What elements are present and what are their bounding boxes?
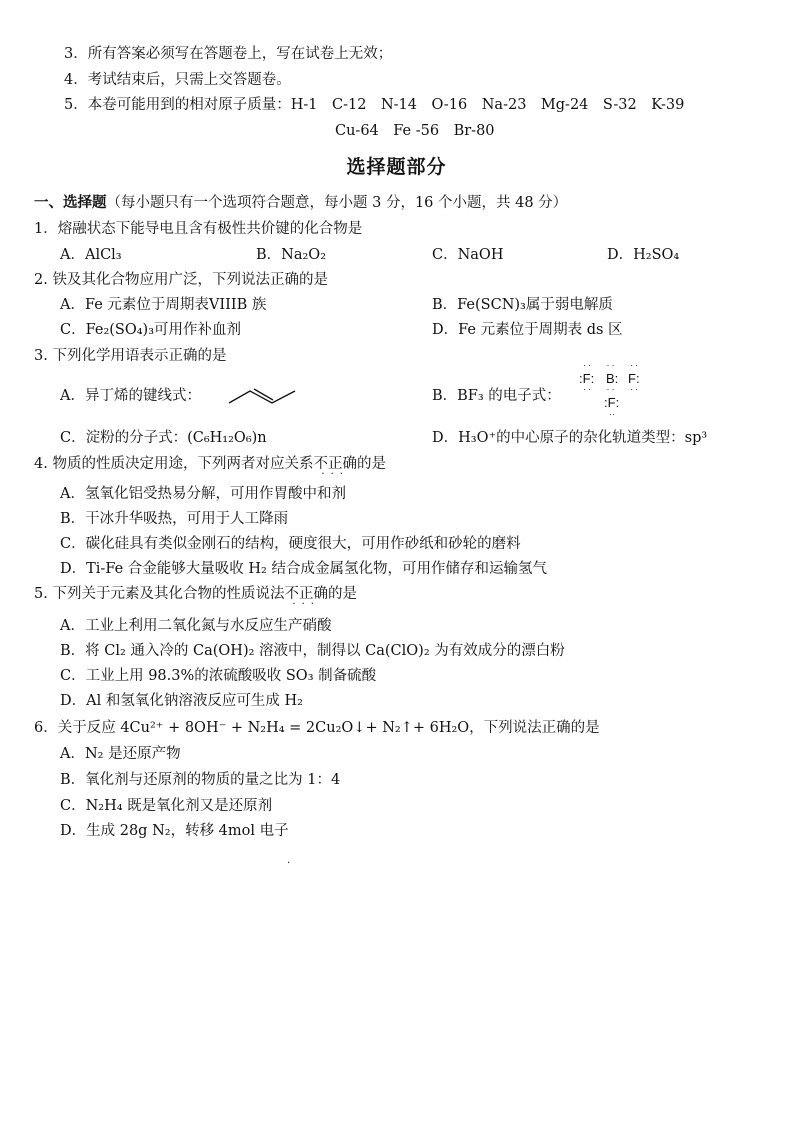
q6-option-a: A．N₂ 是还原产物 bbox=[60, 746, 181, 762]
question-5-stem bbox=[34, 584, 357, 610]
q4-option-b: B．干冰升华吸热，可用于人工降雨 bbox=[60, 511, 289, 527]
instruction bbox=[34, 193, 567, 213]
instruction-body: （每小题只有一个选项符合题意，每小题 3 分，16 个小题，共 48 分） bbox=[106, 195, 568, 211]
q3-option-c: C．淀粉的分子式：(C₆H₁₂O₆)n bbox=[60, 430, 267, 446]
note-5-line1: 5．本卷可能用到的相对原子质量：H-1 C-12 N-14 O-16 Na-23 Mg-24 S-32 K-39 bbox=[64, 97, 685, 113]
q2-option-d: D．Fe 元素位于周期表 ds 区 bbox=[432, 322, 623, 338]
question-3-stem: 3. 下列化学用语表示正确的是 bbox=[34, 348, 227, 364]
q5-option-c: C．工业上用 98.3%的浓硫酸吸收 SO₃ 制备硫酸 bbox=[60, 668, 377, 684]
q4-stem-pre: 4. 物质的性质决定用途，下列两者对应关系 bbox=[34, 456, 314, 472]
q4-option-d: D．Ti-Fe 合金能够大量吸收 H₂ 结合成金属氢化物，可用作储存和运输氢气 bbox=[60, 561, 547, 577]
q1-option-d: D．H₂SO₄ bbox=[607, 247, 680, 263]
question-6-stem: 6．关于反应 4Cu²⁺ + 8OH⁻ + N₂H₄ = 2Cu₂O↓+ N₂↑+ 6H₂O，下列说法正确的是 bbox=[34, 720, 600, 736]
q5-stem-post: 的是 bbox=[327, 586, 357, 602]
bf3-lewis-structure bbox=[577, 362, 649, 420]
emphasis-dots: ··· bbox=[321, 469, 349, 480]
lewis-dots-lower: ·· ·· ·· bbox=[583, 384, 640, 394]
q5-stem-emphasis: 不正确 ··· bbox=[284, 586, 328, 610]
lewis-atom-f-right: F: bbox=[628, 371, 640, 386]
note-5-line2: Cu-64 Fe -56 Br-80 bbox=[335, 123, 495, 139]
q3-option-d: D．H₃O⁺的中心原子的杂化轨道类型：sp³ bbox=[432, 430, 708, 446]
section-title: 选择题部分 bbox=[346, 156, 447, 178]
lewis-atom-f-bottom: :F: bbox=[604, 395, 620, 410]
q1-option-b: B．Na₂O₂ bbox=[256, 247, 327, 263]
question-1-stem: 1．熔融状态下能导电且含有极性共价键的化合物是 bbox=[34, 221, 363, 237]
q4-stem-emphasis: 不正确 ··· bbox=[313, 456, 357, 480]
emphasis-dots: ··· bbox=[292, 599, 320, 610]
q6-option-b: B．氧化剂与还原剂的物质的量之比为 1：4 bbox=[60, 772, 341, 788]
q2-option-b: B．Fe(SCN)₃属于弱电解质 bbox=[432, 297, 613, 313]
note-3: 3．所有答案必须写在答题卷上，写在试卷上无效； bbox=[64, 46, 393, 62]
q4-stem-post: 的是 bbox=[356, 456, 386, 472]
question-2-stem: 2. 铁及其化合物应用广泛，下列说法正确的是 bbox=[34, 272, 328, 288]
lewis-dots: ·· ·· ·· bbox=[583, 360, 640, 370]
isobutene-skeletal-formula-icon bbox=[226, 382, 298, 408]
q3-option-b: B．BF₃ 的电子式： bbox=[432, 388, 561, 404]
q4-option-a: A．氢氧化铝受热易分解，可用作胃酸中和剂 bbox=[60, 486, 346, 502]
q5-option-d: D．Al 和氢氧化钠溶液反应可生成 H₂ bbox=[60, 693, 303, 709]
q1-option-c: C．NaOH bbox=[432, 247, 504, 263]
q2-option-a: A．Fe 元素位于周期表VIIIB 族 bbox=[60, 297, 267, 313]
lewis-atom-f-left: :F: bbox=[579, 371, 595, 386]
q6-option-c: C．N₂H₄ 既是氧化剂又是还原剂 bbox=[60, 798, 273, 814]
q1-option-a: A．AlCl₃ bbox=[60, 247, 122, 263]
q5-option-a: A．工业上利用二氧化氮与水反应生产硝酸 bbox=[60, 618, 332, 634]
stray-mark: · bbox=[287, 858, 291, 869]
q2-option-c: C．Fe₂(SO₄)₃可用作补血剂 bbox=[60, 322, 242, 338]
q4-option-c: C．碳化硅具有类似金刚石的结构，硬度很大，可用作砂纸和砂轮的磨料 bbox=[60, 536, 521, 552]
q5-option-b: B．将 Cl₂ 通入冷的 Ca(OH)₂ 溶液中，制得以 Ca(ClO)₂ 为有效成分的漂白粉 bbox=[60, 643, 565, 659]
q3-option-a: A．异丁烯的键线式： bbox=[60, 388, 201, 404]
note-4: 4．考试结束后，只需上交答题卷。 bbox=[64, 72, 291, 88]
lewis-atom-b: B: bbox=[606, 371, 619, 386]
instruction-head: 一、选择题 bbox=[34, 195, 107, 211]
question-4-stem bbox=[34, 454, 386, 480]
q6-option-d: D．生成 28g N₂，转移 4mol 电子 bbox=[60, 823, 289, 839]
q5-stem-pre: 5. 下列关于元素及其化合物的性质说法 bbox=[34, 586, 285, 602]
lewis-dots-bottom: ·· bbox=[609, 409, 615, 419]
